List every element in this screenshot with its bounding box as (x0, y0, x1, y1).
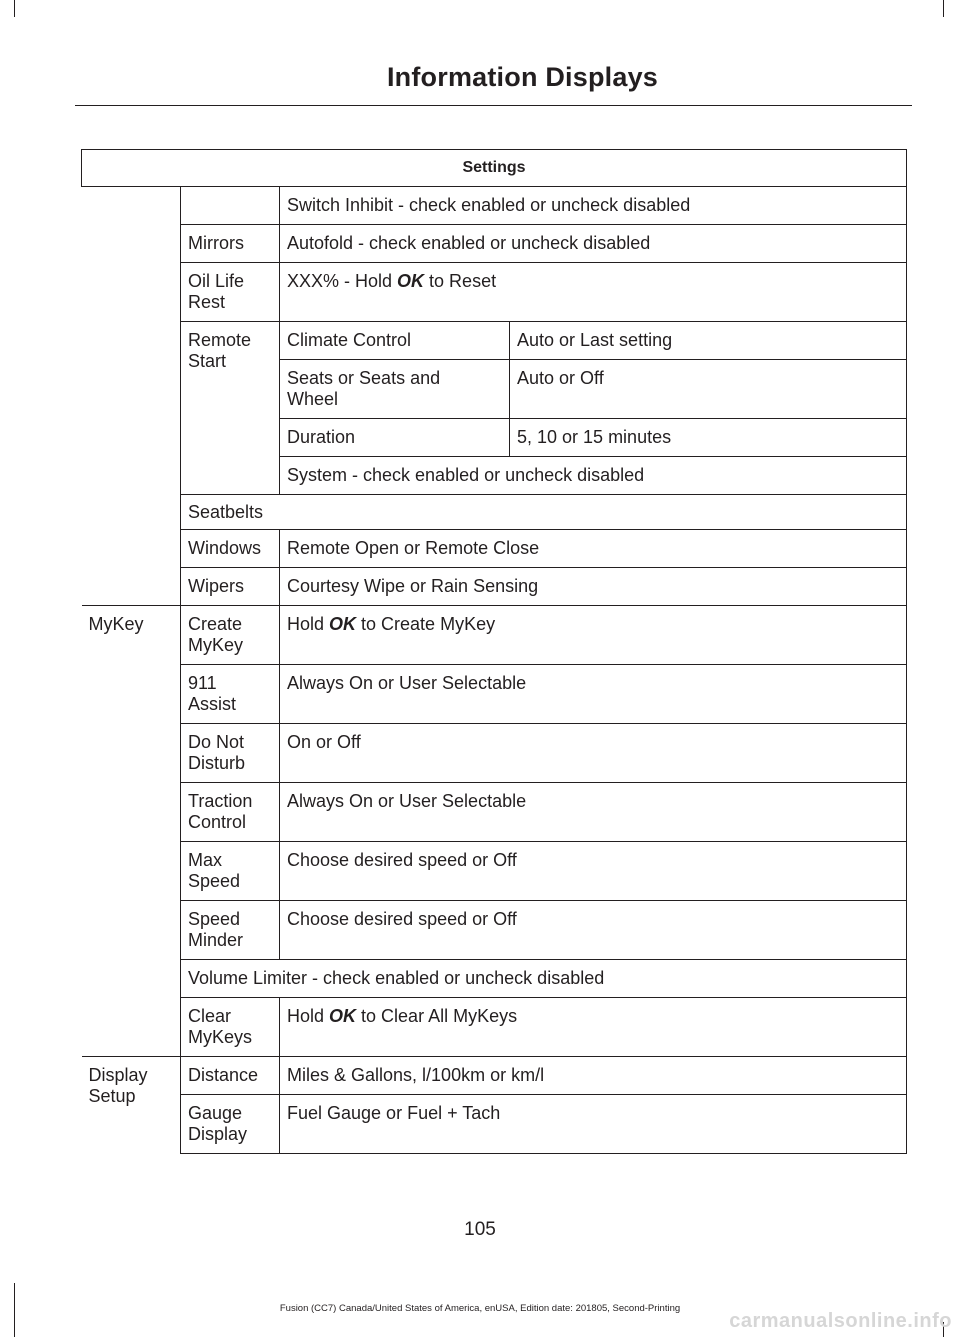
table-cell-value (280, 606, 907, 665)
table-cell-setting (181, 665, 280, 724)
table-row (82, 901, 907, 960)
cell-text: Remote Start (188, 330, 252, 371)
table-cell-setting (181, 606, 280, 665)
cell-text: Do Not Disturb (188, 732, 246, 773)
table-row (82, 495, 907, 530)
table-cell-setting (181, 1095, 280, 1154)
table-cell-setting (181, 724, 280, 783)
table-cell-value: Choose desired speed or Off (280, 842, 907, 901)
ok-key-label: OK (329, 614, 357, 634)
table-cell-value: Autofold - check enabled or uncheck disabled (280, 225, 907, 263)
table-cell-option: Duration (280, 419, 510, 457)
table-row (82, 1057, 907, 1095)
table-cell-value: Courtesy Wipe or Rain Sensing (280, 568, 907, 606)
table-row (82, 724, 907, 783)
table-cell-option (280, 360, 510, 419)
cell-text: Seats or Seats and Wheel (287, 368, 441, 409)
page-number: 105 (464, 1219, 496, 1240)
table-row (82, 998, 907, 1057)
table-cell-value: System - check enabled or uncheck disabled (280, 457, 907, 495)
crop-mark-top-left-vertical (14, 0, 15, 17)
table-cell-setting: Mirrors (181, 225, 280, 263)
watermark: carmanualsonline.info (729, 1310, 952, 1332)
table-cell-category-empty (82, 187, 181, 606)
page-title: Information Displays (386, 62, 658, 92)
table-cell-setting: Windows (181, 530, 280, 568)
table-cell-setting (181, 901, 280, 960)
ok-key-label: OK (329, 1006, 357, 1026)
table-row (82, 783, 907, 842)
table-row (82, 842, 907, 901)
table-row (82, 530, 907, 568)
table-cell-setting: Seatbelts (181, 495, 907, 530)
table-cell-value: Switch Inhibit - check enabled or uncheck disabled (280, 187, 907, 225)
cell-text: Oil Life Rest (188, 271, 245, 312)
table-cell-setting: Wipers (181, 568, 280, 606)
table-cell-setting (181, 322, 280, 495)
crop-mark-top-right-vertical (943, 0, 944, 17)
table-row (82, 187, 907, 225)
table-cell-value: Miles & Gallons, l/100km or km/l (280, 1057, 907, 1095)
cell-text: Display Setup (88, 1065, 148, 1106)
table-header-settings: Settings (82, 150, 907, 187)
table-row (82, 960, 907, 998)
table-cell-value: Auto or Last setting (510, 322, 907, 360)
table-header-row (82, 150, 907, 187)
footer-text: Fusion (CC7) Canada/United States of America, enUSA, Edition date: 201805, Second-Printing (279, 1303, 681, 1314)
cell-text: Traction Control (188, 791, 253, 832)
table-cell-value: Choose desired speed or Off (280, 901, 907, 960)
table-cell-value (280, 998, 907, 1057)
cell-text: Speed Minder (188, 909, 244, 950)
table-cell-value: Always On or User Selectable (280, 665, 907, 724)
cell-text: Create MyKey (188, 614, 244, 655)
cell-text: to Create MyKey (356, 614, 496, 634)
cell-text: Max Speed (188, 850, 241, 891)
table-cell-value (280, 263, 907, 322)
table-cell-value: Remote Open or Remote Close (280, 530, 907, 568)
table-cell-option: Climate Control (280, 322, 510, 360)
settings-table (81, 149, 907, 1154)
table-row (82, 322, 907, 360)
table-cell-setting (181, 263, 280, 322)
table-row (82, 665, 907, 724)
cell-text: Hold (287, 1006, 330, 1026)
table-row (82, 606, 907, 665)
table-cell-category-mykey: MyKey (82, 606, 181, 1057)
table-cell-setting (181, 842, 280, 901)
table-row (82, 263, 907, 322)
table-row (82, 568, 907, 606)
table-cell-value: Always On or User Selectable (280, 783, 907, 842)
table-cell-value: Volume Limiter - check enabled or uncheck disabled (181, 960, 907, 998)
cell-text: Clear MyKeys (188, 1006, 253, 1047)
cell-text: Hold (287, 614, 330, 634)
table-cell-setting (181, 187, 280, 225)
cell-text: 911 Assist (188, 673, 237, 714)
table-row (82, 1095, 907, 1154)
table-row (82, 225, 907, 263)
cell-text: Gauge Display (188, 1103, 248, 1144)
table-cell-value: Fuel Gauge or Fuel + Tach (280, 1095, 907, 1154)
table-cell-category-display-setup (82, 1057, 181, 1154)
table-cell-setting (181, 998, 280, 1057)
cell-text: XXX% - Hold (287, 271, 398, 291)
table-cell-setting: Distance (181, 1057, 280, 1095)
table-cell-value: 5, 10 or 15 minutes (510, 419, 907, 457)
cell-text: to Reset (424, 271, 497, 291)
table-cell-value: On or Off (280, 724, 907, 783)
table-cell-value: Auto or Off (510, 360, 907, 419)
title-divider (75, 105, 912, 106)
ok-key-label: OK (397, 271, 425, 291)
cell-text: to Clear All MyKeys (356, 1006, 518, 1026)
table-cell-setting (181, 783, 280, 842)
